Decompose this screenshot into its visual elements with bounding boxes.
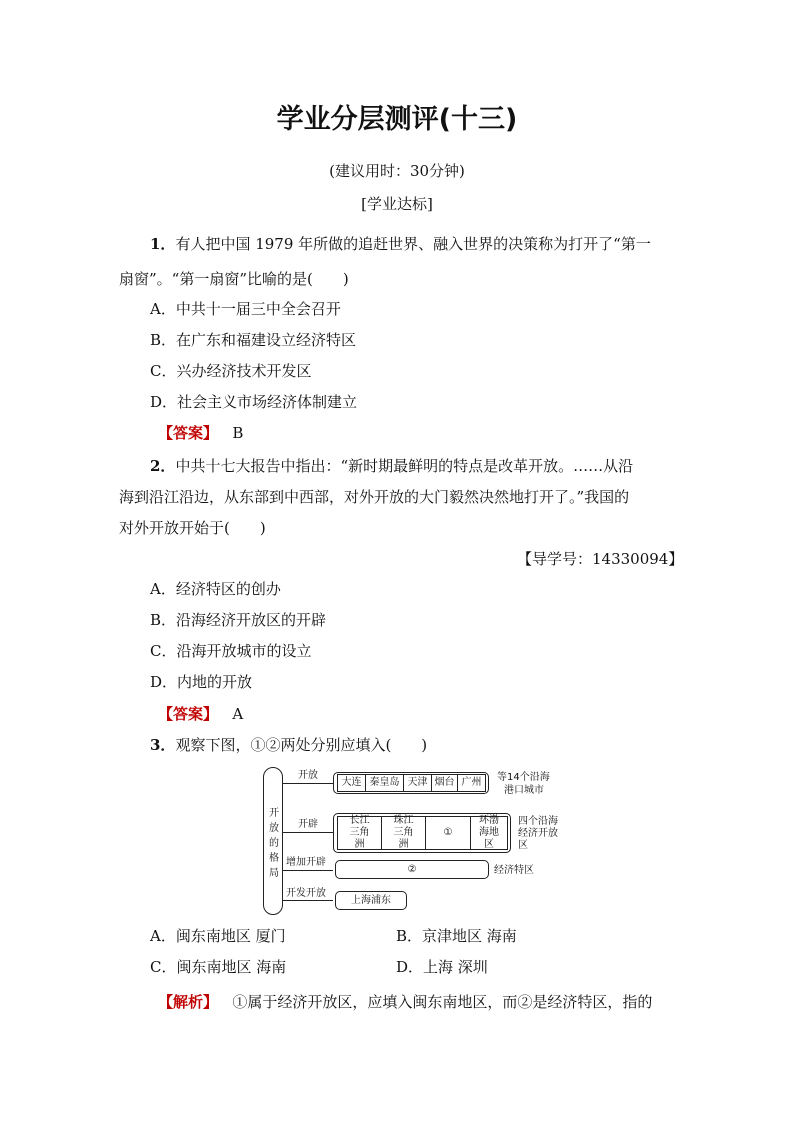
row2-note: 区 (518, 840, 528, 851)
answer-value: A (232, 705, 244, 723)
question-text: 观察下图，①②两处分别应填入( ) (175, 736, 428, 754)
section-label: [学业达标] (361, 195, 433, 213)
option-a: A．闽东南地区 厦门 (150, 927, 286, 945)
question-1-line-1 (150, 234, 651, 254)
option-c: C．沿海开放城市的设立 (150, 642, 312, 660)
question-2-line-1 (150, 456, 633, 476)
page-title: 学业分层测评(十三) (276, 104, 518, 135)
answer-tag: 【答案】 (158, 705, 219, 723)
row2-note: 四个沿海 (518, 816, 558, 827)
row4-label: 开发开放 (286, 888, 326, 899)
row1-label: 开放 (298, 770, 318, 781)
option-d: D．社会主义市场经济体制建立 (150, 393, 358, 411)
time-hint: (建议用时：30分钟) (329, 162, 465, 180)
guide-number: 【导学号：14330094】 (517, 550, 684, 568)
row1-cell: 秦皇岛 (365, 774, 404, 792)
question-number: 2． (150, 457, 176, 475)
diagram-vertical-label: 开 放 的 格 局 (269, 808, 279, 879)
option-a: A．中共十一届三中全会召开 (150, 300, 341, 318)
option-d: D．上海 深圳 (396, 958, 488, 976)
row2-container (333, 813, 511, 853)
analysis-text: ①属于经济开放区，应填入闽东南地区，而②是经济特区，指的 (232, 993, 653, 1011)
question-2-line-2: 海到沿江沿边，从东部到中西部，对外开放的大门毅然决然地打开了。”我国的 (119, 488, 630, 506)
row1-note: 港口城市 (504, 785, 544, 796)
row1-cell: 广州 (457, 774, 486, 792)
answer-row (158, 704, 243, 724)
answer-value: B (232, 424, 244, 442)
option-b: B．在广东和福建设立经济特区 (150, 331, 357, 349)
option-c: C．兴办经济技术开发区 (150, 362, 312, 380)
option-b: B．京津地区 海南 (396, 927, 517, 945)
question-number: 1． (150, 235, 176, 253)
row2-cell: 环渤海地区 (470, 816, 508, 850)
row1-container (333, 772, 489, 794)
row2-note: 经济开放 (518, 828, 558, 839)
row2-cell: 长江三角洲 (337, 816, 382, 850)
row1-note: 等14个沿海 (497, 772, 550, 783)
analysis-row (158, 992, 652, 1012)
option-a: A．经济特区的创办 (150, 580, 281, 598)
analysis-tag: 【解析】 (158, 993, 219, 1011)
option-b: B．沿海经济开放区的开辟 (150, 611, 327, 629)
row3-cell: ② (335, 860, 489, 879)
row3-label: 增加开辟 (286, 857, 326, 868)
option-c: C．闽东南地区 海南 (150, 958, 287, 976)
row4-cell: 上海浦东 (335, 891, 407, 910)
answer-tag: 【答案】 (158, 424, 219, 442)
row1-cell: 天津 (403, 774, 432, 792)
question-text: 中共十七大报告中指出：“新时期最鲜明的特点是改革开放。……从沿 (175, 457, 634, 475)
question-1-line-2: 扇窗”。“第一扇窗”比喻的是( ) (119, 270, 349, 288)
row3-note: 经济特区 (494, 865, 534, 876)
row1-cell: 烟台 (431, 774, 458, 792)
row2-cell: 珠江三角洲 (381, 816, 426, 850)
diagram-vertical-bar (263, 767, 283, 915)
question-3-line-1 (150, 735, 427, 755)
answer-row (158, 423, 243, 443)
question-number: 3． (150, 736, 176, 754)
option-d: D．内地的开放 (150, 673, 253, 691)
question-text: 有人把中国 1979 年所做的追赶世界、融入世界的决策称为打开了“第一 (175, 235, 651, 253)
question-2-line-3: 对外开放开始于( ) (119, 519, 266, 537)
row1-cell: 大连 (337, 774, 366, 792)
row2-label: 开辟 (298, 819, 318, 830)
row2-cell: ① (425, 816, 471, 850)
